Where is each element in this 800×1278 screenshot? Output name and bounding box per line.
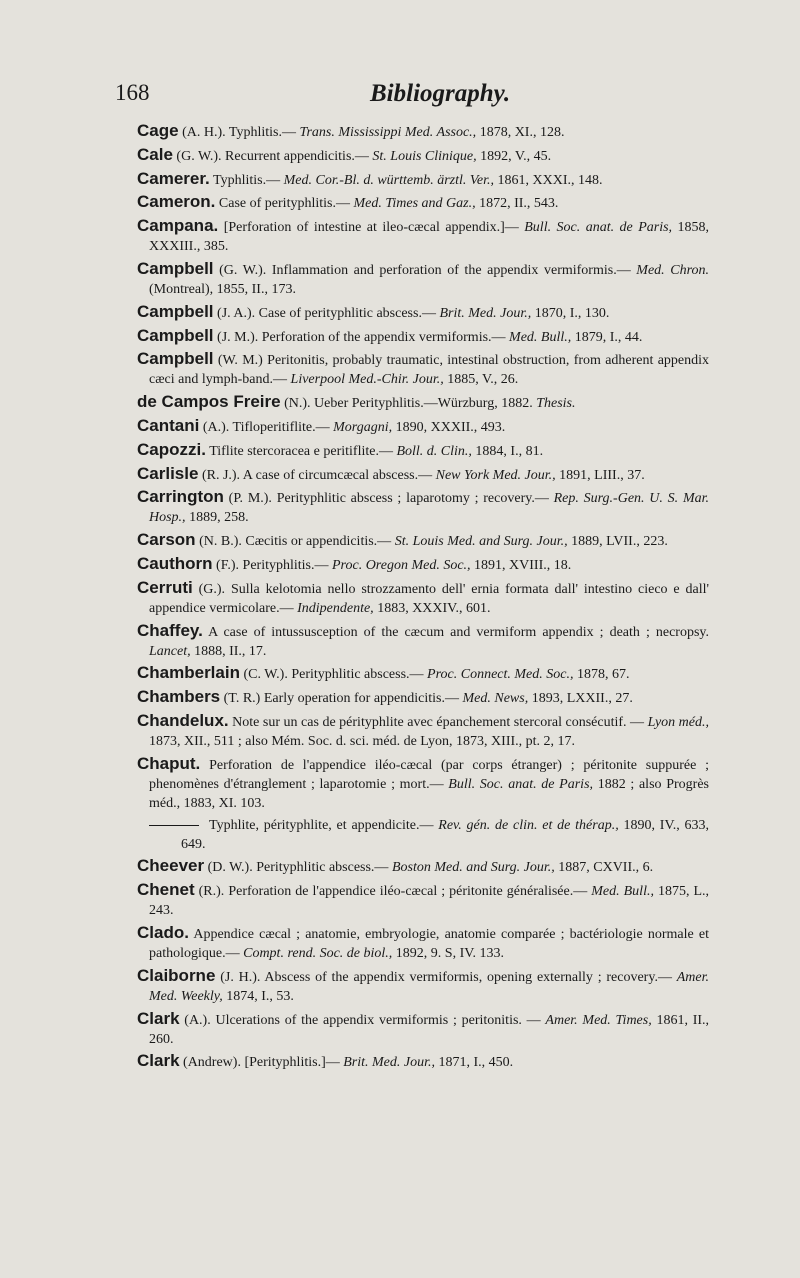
entry-citation: 1892, 9. S, IV. 133. — [395, 945, 505, 961]
entry-citation: 1872, II., 543. — [479, 196, 559, 212]
entry-citation: 1879, I., 44. — [574, 329, 643, 345]
entry-title: Perforation of the appendix vermiformis.— — [261, 329, 506, 345]
entry-initials: (D. W.). — [207, 860, 253, 876]
entry-title: Cæcitis or appendicitis.— — [245, 534, 392, 550]
entry-journal: Compt. rend. Soc. de biol., — [243, 945, 393, 961]
entry-author: Cheever — [137, 856, 205, 876]
entry-citation: 1891, XVIII., 18. — [474, 557, 572, 573]
entry-initials: (A.). — [202, 419, 230, 435]
entry-journal: Brit. Med. Jour., — [439, 305, 532, 321]
entry-journal: Bull. Soc. anat. de Paris, — [524, 220, 673, 236]
bibliography-entry — [137, 687, 709, 708]
entry-author: Chaput. — [137, 753, 201, 773]
bibliography-entry — [137, 349, 709, 389]
ditto-dash — [149, 825, 199, 826]
entry-author: Campbell — [137, 325, 214, 345]
entry-initials: (T. R.) — [223, 691, 261, 707]
entry-title: Appendice cæcal ; anatomie, embryologie, anatomie comparée ; bactériologie normale et pathologique.— — [149, 926, 709, 961]
entry-citation: 1887, CXVII., 6. — [558, 860, 654, 876]
entry-title: Perforation de l'appendice iléo-cæcal ; péritonite généralisée.— — [228, 884, 588, 900]
entry-initials: (N.). — [284, 396, 311, 412]
entry-initials: (C. W.). — [243, 667, 288, 683]
entry-initials: (J. A.). — [217, 305, 256, 321]
entry-journal: Morgagni, — [333, 419, 393, 435]
entry-initials: (A. H.). — [182, 125, 226, 140]
entry-citation: 1891, LIII., 37. — [559, 467, 645, 483]
entry-journal: Amer. Med. Weekly, — [149, 969, 710, 1004]
bibliography-entry — [137, 663, 709, 684]
bibliography-entry — [137, 1051, 709, 1072]
entry-journal: Med. Chron. — [636, 262, 709, 278]
entry-journal: St. Louis Med. and Surg. Jour., — [394, 534, 568, 550]
entry-journal: Thesis. — [536, 396, 576, 412]
entry-journal: Med. Cor.-Bl. d. württemb. ärztl. Ver., — [283, 172, 495, 188]
entry-citation: 1889, 258. — [189, 510, 249, 526]
running-title: Bibliography. — [370, 80, 511, 107]
entry-author: Campana. — [137, 216, 219, 236]
entry-title: Perityphlitis.— — [242, 557, 329, 573]
entry-journal: Amer. Med. Times, — [545, 1012, 652, 1028]
bibliography-entry — [137, 966, 709, 1006]
entry-title: Perityphlitic abscess.— — [291, 667, 424, 683]
entry-author: Claiborne — [137, 965, 216, 985]
entry-citation: 1875, L., 243. — [149, 884, 710, 919]
entry-title: Perityphlitic abscess.— — [256, 860, 389, 876]
entry-initials: (N. B.). — [199, 534, 242, 550]
bibliography-entry — [137, 1009, 709, 1049]
bibliography-entry — [137, 856, 709, 877]
entry-citation: 1885, V., 26. — [447, 372, 519, 388]
entry-citation: 1878, XI., 128. — [479, 125, 565, 140]
bibliography-entry — [137, 816, 709, 854]
bibliography-entry — [137, 923, 709, 963]
entry-author: Campbell — [137, 301, 214, 321]
entry-initials: (Andrew). — [183, 1055, 241, 1071]
entry-author: Capozzi. — [137, 439, 206, 459]
bibliography-entry — [137, 416, 709, 437]
entry-citation: 1878, 67. — [576, 667, 630, 683]
entry-journal: Med. Times and Gaz., — [353, 196, 476, 212]
entry-author: Cale — [137, 144, 173, 164]
entry-citation: 1882 ; also Progrès méd., 1883, XI. 103. — [149, 776, 709, 811]
page-number: 168 — [115, 80, 150, 105]
bibliography-list — [137, 121, 709, 1075]
entry-author: Cameron. — [137, 192, 216, 212]
entry-initials: (R. J.). — [201, 467, 241, 483]
entry-initials: (W. M.) — [217, 353, 263, 369]
entry-author: Chandelux. — [137, 710, 229, 730]
entry-journal: Brit. Med. Jour., — [343, 1055, 435, 1071]
entry-author: Cantani — [137, 415, 200, 435]
entry-title: Perforation de l'appendice iléo-cæcal (par corps étranger) ; péritonite suppurée ; phenomènes d'étranglement ; laparotomie ; mort.— — [149, 757, 709, 792]
entry-author: Carlisle — [137, 463, 199, 483]
entry-initials: (J. M.). — [217, 329, 259, 345]
entry-citation: 1873, XII., 511 ; also Mém. Soc. d. sci. méd. de Lyon, 1873, XIII., pt. 2, 17. — [149, 733, 576, 749]
entry-author: Cage — [137, 121, 179, 140]
entry-author: Chambers — [137, 687, 221, 707]
entry-initials: (R.). — [198, 884, 225, 900]
entry-title: Sulla kelotomia nello strozzamento dell' ernia formata dall' intestino cieco e dall' appendice vermicolare.— — [149, 581, 710, 616]
entry-author: Cerruti — [137, 577, 193, 597]
entry-author: Clark — [137, 1008, 180, 1028]
bibliography-entry — [137, 464, 709, 485]
entry-initials: (G. W.). — [176, 148, 222, 164]
entry-citation: 1874, I., 53. — [226, 988, 294, 1004]
entry-title: Peritonitis, probably traumatic, intestinal obstruction, from adherent appendix cæci and lymph-band.— — [149, 353, 710, 388]
entry-author: Carrington — [137, 487, 224, 507]
entry-author: Chenet — [137, 880, 195, 900]
entry-citation: 1861, XXXI., 148. — [497, 172, 603, 188]
entry-journal: Indipendente, — [297, 600, 374, 616]
entry-journal: New York Med. Jour., — [435, 467, 556, 483]
entry-initials: (G. W.). — [219, 262, 267, 278]
entry-author: Campbell — [137, 349, 214, 369]
entry-initials: (G.). — [198, 581, 226, 597]
entry-journal: Liverpool Med.-Chir. Jour., — [290, 372, 444, 388]
entry-title: Ueber Perityphlitis.—Würzburg, 1882. — [314, 396, 533, 412]
entry-initials: (P. M.). — [228, 491, 272, 507]
entry-journal: Med. Bull., — [591, 884, 654, 900]
entry-journal: Rev. gén. de clin. et de thérap., — [438, 817, 619, 833]
entry-title: A case of intussusception of the cæcum and vermiform appendix ; death ; necropsy. — [208, 624, 709, 640]
bibliography-entry — [137, 145, 709, 166]
entry-citation: 1871, I., 450. — [438, 1055, 514, 1071]
entry-journal: Boll. d. Clin., — [396, 443, 472, 459]
entry-journal: Rep. Surg.-Gen. U. S. Mar. Hosp., — [149, 491, 710, 526]
entry-citation: 1884, I., 81. — [475, 443, 544, 459]
entry-title: Recurrent appendicitis.— — [225, 148, 369, 164]
entry-journal: Med. Bull., — [509, 329, 572, 345]
entry-author: Chamberlain — [137, 663, 240, 683]
entry-journal: Proc. Connect. Med. Soc., — [427, 667, 574, 683]
entry-title: [Perityphlitis.]— — [244, 1055, 340, 1071]
entry-journal: Bull. Soc. anat. de Paris, — [448, 776, 594, 792]
entry-journal: St. Louis Clinique, — [372, 148, 477, 164]
entry-title: A case of circumcæcal abscess.— — [242, 467, 433, 483]
entry-author: de Campos Freire — [137, 392, 281, 412]
bibliography-entry — [137, 440, 709, 461]
bibliography-entry — [137, 192, 709, 213]
entry-title: Case of perityphlitic abscess.— — [258, 305, 436, 321]
entry-title: Tiflite stercoracea e peritiflite.— — [209, 443, 393, 459]
entry-citation: (Montreal), 1855, II., 173. — [149, 281, 296, 297]
bibliography-entry — [137, 326, 709, 347]
bibliography-entry — [137, 530, 709, 551]
entry-journal: Lancet, — [149, 643, 191, 659]
entry-title: Ulcerations of the appendix vermiformis ; peritonitis. — — [215, 1012, 541, 1028]
entry-journal: Boston Med. and Surg. Jour., — [391, 860, 555, 876]
bibliography-entry — [137, 216, 709, 256]
bibliography-entry — [137, 754, 709, 813]
entry-citation: 1883, XXXIV., 601. — [377, 600, 491, 616]
entry-title: Early operation for appendicitis.— — [263, 691, 459, 707]
entry-title: Perityphlitic abscess ; laparotomy ; recovery.— — [276, 491, 549, 507]
bibliography-entry — [137, 121, 709, 142]
entry-journal: Lyon méd., — [647, 714, 710, 730]
entry-journal: Trans. Mississippi Med. Assoc., — [299, 125, 477, 140]
entry-citation: 1890, XXXII., 493. — [395, 419, 506, 435]
bibliography-entry — [137, 621, 709, 661]
bibliography-entry — [137, 392, 709, 413]
bibliography-entry — [137, 302, 709, 323]
entry-author: Cauthorn — [137, 553, 213, 573]
entry-title: Inflammation and perforation of the appendix vermiformis.— — [271, 262, 631, 278]
entry-author: Camerer. — [137, 168, 210, 188]
entry-citation: 1893, LXXII., 27. — [531, 691, 633, 707]
entry-author: Carson — [137, 530, 196, 550]
entry-author: Clado. — [137, 922, 189, 942]
entry-title: Typhlite, pérityphlite, et appendicite.— — [209, 817, 434, 833]
entry-title: Case of perityphlitis.— — [218, 196, 350, 212]
entry-citation: 1870, I., 130. — [534, 305, 610, 321]
bibliography-entry — [137, 554, 709, 575]
entry-title: Abscess of the appendix vermiformis, opening externally ; recovery.— — [264, 969, 672, 985]
bibliography-entry — [137, 169, 709, 190]
entry-author: Clark — [137, 1051, 180, 1071]
page-header — [0, 80, 800, 110]
entry-initials: (J. H.). — [220, 969, 261, 985]
entry-initials: (F.). — [216, 557, 240, 573]
bibliography-entry — [137, 259, 709, 299]
entry-title: Tifloperitiflite.— — [232, 419, 330, 435]
entry-citation: 1888, II., 17. — [194, 643, 267, 659]
bibliography-entry — [137, 880, 709, 920]
entry-citation: 1889, LVII., 223. — [571, 534, 668, 550]
entry-title: Typhlitis.— — [213, 172, 281, 188]
bibliography-entry — [137, 578, 709, 618]
entry-title: [Perforation of intestine at ileo-cæcal appendix.]— — [223, 220, 519, 236]
entry-journal: Proc. Oregon Med. Soc., — [332, 557, 471, 573]
entry-citation: 1861, II., 260. — [149, 1012, 710, 1047]
entry-citation: 1892, V., 45. — [480, 148, 552, 164]
bibliography-entry — [137, 487, 709, 527]
entry-initials: (A.). — [184, 1012, 211, 1028]
bibliography-entry — [137, 711, 709, 751]
entry-journal: Med. News, — [462, 691, 529, 707]
entry-author: Chaffey. — [137, 620, 203, 640]
entry-citation: 1858, XXXIII., 385. — [149, 220, 709, 255]
entry-author: Campbell — [137, 258, 214, 278]
entry-citation: 1890, IV., 633, 649. — [181, 817, 710, 852]
entry-title: Note sur un cas de pérityphlite avec épanchement stercoral consécutif. — — [232, 714, 645, 730]
entry-title: Typhlitis.— — [228, 125, 296, 140]
